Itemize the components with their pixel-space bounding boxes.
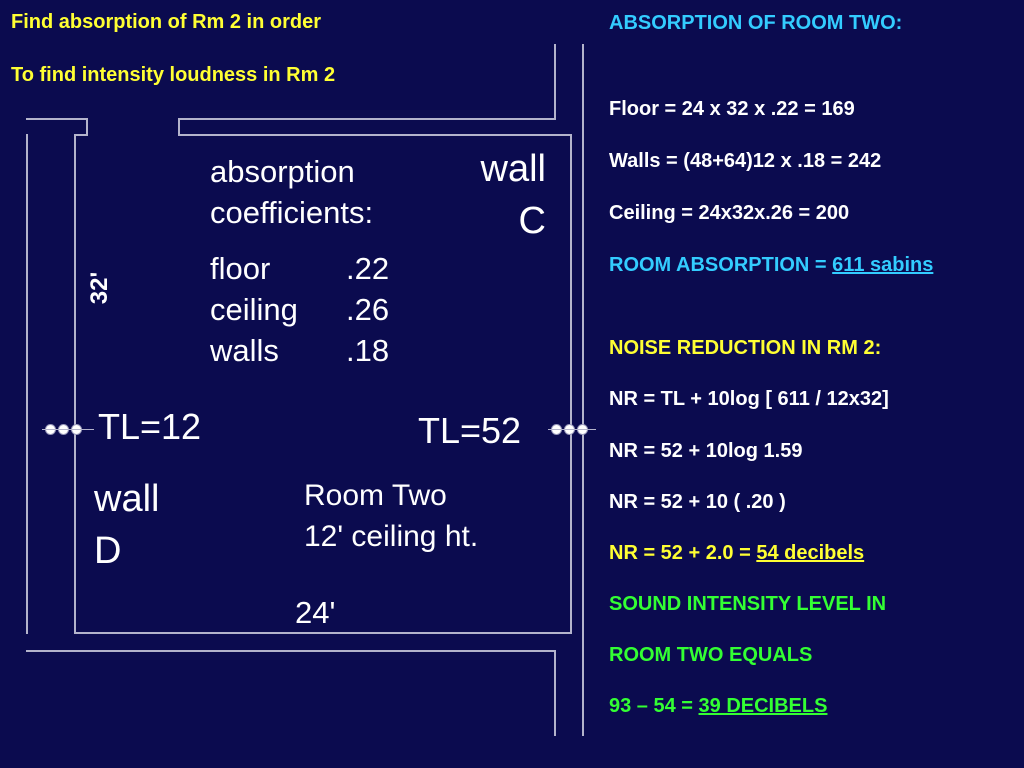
room-absorption-label: ROOM ABSORPTION = bbox=[609, 254, 833, 276]
dimension-side-box bbox=[86, 268, 122, 304]
dimension-side: 32' bbox=[86, 271, 114, 305]
wall-c-label-1: wall bbox=[480, 148, 546, 190]
wall-bottom-outer bbox=[26, 650, 556, 652]
wall-right-inner bbox=[570, 134, 572, 634]
coefficient-value: .22 bbox=[346, 251, 390, 286]
room-absorption-value: 611 sabins bbox=[832, 254, 934, 276]
header-line-2: To find intensity loudness in Rm 2 bbox=[11, 64, 336, 86]
wall-top-divider bbox=[554, 44, 556, 120]
ceiling-calc: Ceiling = 24x32x.26 = 200 bbox=[609, 202, 850, 224]
wall-top-inner-left bbox=[74, 134, 88, 136]
room-label-2: 12' ceiling ht. bbox=[304, 520, 479, 553]
sil-line-3-value: 39 DECIBELS bbox=[698, 695, 828, 717]
coefficient-value: .26 bbox=[346, 292, 390, 327]
wall-c-label-2: C bbox=[518, 200, 546, 242]
wall-top-inner-right bbox=[178, 134, 571, 136]
tl-left-label: TL=12 bbox=[98, 406, 202, 447]
nr-line-4 bbox=[609, 540, 1014, 566]
header-line-1: Find absorption of Rm 2 in order bbox=[11, 11, 321, 33]
wall-left-outer bbox=[26, 134, 28, 634]
coefficient-value: .18 bbox=[346, 333, 390, 368]
coefficient-label: walls bbox=[210, 333, 279, 368]
room-label-1: Room Two bbox=[304, 479, 447, 512]
coefficient-label: floor bbox=[210, 251, 271, 286]
coefficient-label: ceiling bbox=[210, 292, 298, 327]
floor-calc: Floor = 24 x 32 x .22 = 169 bbox=[609, 98, 855, 120]
dimension-bottom: 24' bbox=[295, 595, 336, 630]
sil-line-1: SOUND INTENSITY LEVEL IN bbox=[609, 593, 887, 615]
absorption-title: ABSORPTION OF ROOM TWO: bbox=[609, 12, 903, 34]
sil-line-3-label: 93 – 54 = bbox=[609, 695, 699, 717]
wall-top-outer-right bbox=[178, 118, 554, 120]
wall-d-label-2: D bbox=[94, 530, 122, 572]
junction-line-right bbox=[548, 429, 596, 430]
wall-bottom-inner bbox=[74, 632, 572, 634]
noise-reduction-title: NOISE REDUCTION IN RM 2: bbox=[609, 337, 882, 359]
nr-line-4-label: NR = 52 + 2.0 = bbox=[609, 542, 757, 564]
nr-line-3: NR = 52 + 10 ( .20 ) bbox=[609, 491, 786, 513]
sil-line-2: ROOM TWO EQUALS bbox=[609, 644, 813, 666]
wall-d-label-1: wall bbox=[94, 478, 160, 520]
wall-bottom-divider bbox=[554, 650, 556, 736]
nr-line-4-value: 54 decibels bbox=[756, 542, 865, 564]
tl-right-label: TL=52 bbox=[418, 410, 522, 451]
walls-calc: Walls = (48+64)12 x .18 = 242 bbox=[609, 150, 882, 172]
room-absorption bbox=[609, 252, 989, 278]
junction-line-left bbox=[42, 429, 94, 430]
nr-line-2: NR = 52 + 10log 1.59 bbox=[609, 440, 803, 462]
nr-line-1: NR = TL + 10log [ 611 / 12x32] bbox=[609, 388, 889, 410]
coefficients-title-2: coefficients: bbox=[210, 195, 374, 230]
sil-line-3 bbox=[609, 693, 1014, 719]
wall-left-inner bbox=[74, 134, 76, 634]
wall-top-outer-left bbox=[26, 118, 87, 120]
coefficients-title-1: absorption bbox=[210, 154, 355, 189]
wall-right-outer bbox=[582, 44, 584, 736]
